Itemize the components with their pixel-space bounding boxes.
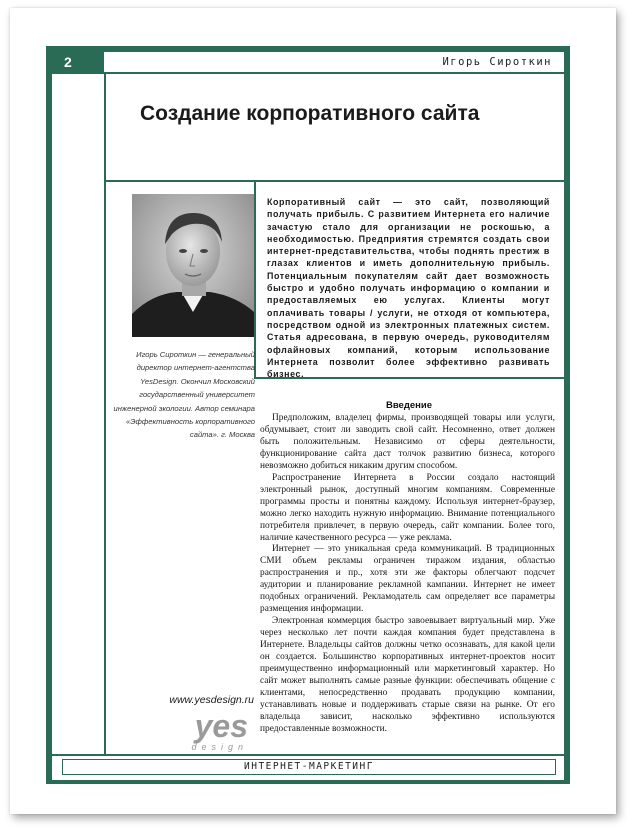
magazine-page	[10, 8, 616, 814]
author-portrait-image	[132, 194, 254, 337]
logo-word: yes	[194, 708, 248, 744]
site-url-link[interactable]: www.yesdesign.ru	[169, 694, 254, 706]
footer-bar	[52, 754, 564, 780]
footer-section-label: ИНТЕРНЕТ-МАРКЕТИНГ	[62, 759, 556, 775]
article-body	[260, 413, 555, 736]
body-paragraph: Интернет — это уникальная среда коммуникаций. В традиционных СМИ объем рекламы ограничен тиражом издания, областью распространения и пр., хотя эти же факторы облегчают подсчет аудитории и планирование рекламной кампании. Интернет не имеет подобных ограничений. Рекламодатель сам определяет все параметры размещения информации.	[260, 544, 555, 615]
header-author: Игорь Сироткин	[442, 56, 552, 68]
body-paragraph: Распространение Интернета в России создало настоящий электронный рынок, доступный многим компаниям. Современные программы просты и понятны каждому. Используя интернет-браузер, можно легко находить нужную информацию. Внимание потенциального потребителя привлечет, в первую очередь, сайт компании. Более того, наличие качественного ресурса — уже реклама.	[260, 472, 555, 543]
title-divider	[106, 180, 564, 182]
body-paragraph: Предположим, владелец фирмы, производящей товары или услуги, обдумывает, стоит ли заводить свой сайт. Несомненно, ответ должен быть положительным. Независимо от сферы деятельности, функционирование сайта даст толчок развитию бизнеса, которого невозможно добиться никаким другим способом.	[260, 413, 555, 471]
body-paragraph: Электронная коммерция быстро завоевывает виртуальный мир. Уже через несколько лет почти каждая компания будет представлена в Интернете. Владельцы сайтов должны четко осознавать, для какой цели он создается. Большинство корпоративных интернет-проектов носит преимущественно информационный или маркетинговый характер. Но сайт может выполнять самые разные функции: обеспечивать общение с клиентами, непосредственно продавать продукцию компании, устанавливать новые и поддерживать старые связи на рынке. От его владельца зависит, насколько эффективно используются предоставленные возможности.	[260, 616, 555, 734]
author-photo	[132, 194, 254, 337]
author-caption: Игорь Сироткин — генеральный директор интернет-агентства YesDesign. Окончил Московский государственный университет инженерной экологии. Автор семинара «Эффективность корпоративного сайта». г. Москва	[113, 350, 255, 440]
article-title: Создание корпоративного сайта	[140, 102, 480, 125]
page-frame	[46, 46, 570, 784]
page-number: 2	[52, 52, 104, 72]
article-lead: Корпоративный сайт — это сайт, позволяющий получать прибыль. С развитием Интернета его наличие зачастую стало для организации не роскошью, а необходимостью. Предприятия стремятся создать свои интернет-представительства, чтобы поднять престиж в глазах клиентов и иметь дополнительную прибыль. Потенциальным покупателям сайт дает возможность быстро и удобно получать информацию о компании и предоставляемых ею услугах. Клиенты могут оплачивать товары / услуги, не отходя от компьютера, посредством одной из электронных платежных систем. Статья адресована, в первую очередь, руководителям офлайновых компаний, которым использование Интернета позволит более эффективно развивать бизнес.	[267, 197, 550, 380]
section-title: Введение	[385, 400, 433, 411]
yesdesign-logo	[162, 707, 262, 757]
logo-sub: design	[191, 742, 248, 752]
header-bar	[52, 52, 564, 74]
